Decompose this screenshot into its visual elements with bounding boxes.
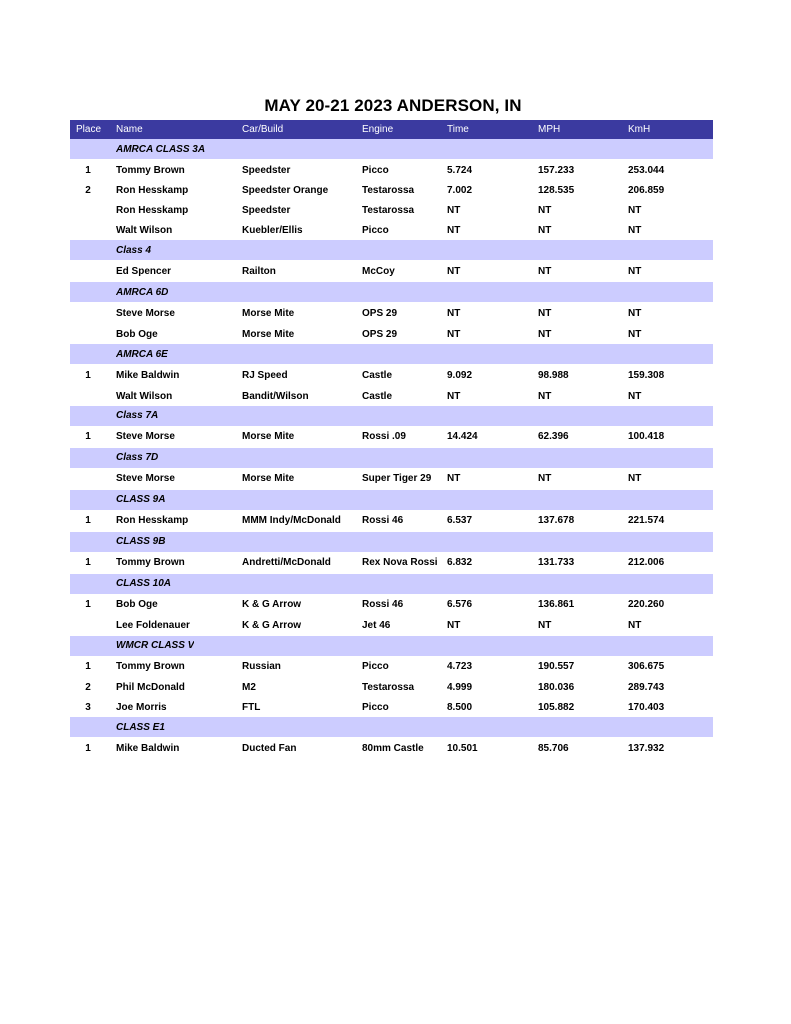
table-row <box>70 260 713 282</box>
name-cell: Tommy Brown <box>116 661 185 673</box>
time-cell: 6.832 <box>447 557 473 569</box>
table-row <box>70 159 713 181</box>
table-header <box>70 120 713 139</box>
engine-cell: 80mm Castle <box>362 742 424 754</box>
mph-cell: 105.882 <box>538 701 575 713</box>
name-cell: Tommy Brown <box>116 557 185 569</box>
class-label: Class 4 <box>116 244 152 256</box>
mph-cell: 190.557 <box>538 661 575 673</box>
car-cell: FTL <box>242 701 261 713</box>
header-car: Car/Build <box>242 124 284 135</box>
kmh-cell: 137.932 <box>628 742 665 754</box>
car-cell: Russian <box>242 661 281 673</box>
name-cell: Ron Hesskamp <box>116 185 189 197</box>
kmh-cell: NT <box>628 473 642 485</box>
mph-cell: NT <box>538 390 552 402</box>
name-cell: Mike Baldwin <box>116 742 180 754</box>
kmh-cell: 206.859 <box>628 185 665 197</box>
mph-cell: 180.036 <box>538 682 575 694</box>
name-cell: Ron Hesskamp <box>116 515 189 527</box>
kmh-cell: 170.403 <box>628 701 665 713</box>
car-cell: Speedster <box>242 164 291 176</box>
time-cell: NT <box>447 390 461 402</box>
name-cell: Steve Morse <box>116 307 175 319</box>
engine-cell: Castle <box>362 390 393 402</box>
engine-cell: OPS 29 <box>362 328 398 340</box>
place-cell: 3 <box>85 701 91 713</box>
car-cell: Speedster Orange <box>242 185 329 197</box>
kmh-cell: 306.675 <box>628 661 665 673</box>
kmh-cell: 221.574 <box>628 515 665 527</box>
place-cell: 1 <box>85 515 91 527</box>
mph-cell: NT <box>538 473 552 485</box>
kmh-cell: 220.260 <box>628 599 665 611</box>
kmh-cell: 159.308 <box>628 369 665 381</box>
class-label: CLASS E1 <box>116 721 165 733</box>
engine-cell: Picco <box>362 661 389 673</box>
name-cell: Walt Wilson <box>116 224 173 236</box>
car-cell: M2 <box>242 682 256 694</box>
class-row <box>70 490 713 510</box>
table-row <box>70 616 713 636</box>
place-cell: 1 <box>85 557 91 569</box>
table-row <box>70 656 713 678</box>
place-cell: 1 <box>85 369 91 381</box>
car-cell: Morse Mite <box>242 473 295 485</box>
table-row <box>70 594 713 616</box>
header-place: Place <box>76 124 102 135</box>
class-label: Class 7D <box>116 452 159 464</box>
car-cell: RJ Speed <box>242 369 288 381</box>
name-cell: Steve Morse <box>116 473 175 485</box>
mph-cell: 62.396 <box>538 431 569 443</box>
header-mph: MPH <box>538 124 561 135</box>
kmh-cell: NT <box>628 390 642 402</box>
engine-cell: OPS 29 <box>362 307 398 319</box>
name-cell: Mike Baldwin <box>116 369 180 381</box>
car-cell: Andretti/McDonald <box>242 557 331 569</box>
place-cell: 1 <box>85 661 91 673</box>
header-engine: Engine <box>362 124 394 135</box>
name-cell: Ron Hesskamp <box>116 205 189 217</box>
class-row <box>70 139 713 159</box>
engine-cell: Rossi 46 <box>362 599 404 611</box>
car-cell: Morse Mite <box>242 431 295 443</box>
table-row <box>70 364 713 386</box>
class-label: AMRCA 6D <box>116 286 169 298</box>
class-row <box>70 448 713 468</box>
mph-cell: 131.733 <box>538 557 575 569</box>
name-cell: Bob Oge <box>116 328 158 340</box>
table-row <box>70 181 713 201</box>
kmh-cell: 289.743 <box>628 682 665 694</box>
table-row <box>70 302 713 324</box>
time-cell: 5.724 <box>447 164 473 176</box>
mph-cell: NT <box>538 265 552 277</box>
name-cell: Ed Spencer <box>116 265 172 277</box>
engine-cell: Jet 46 <box>362 620 391 632</box>
kmh-cell: 100.418 <box>628 431 665 443</box>
car-cell: Railton <box>242 265 276 277</box>
mph-cell: NT <box>538 620 552 632</box>
time-cell: 10.501 <box>447 742 478 754</box>
table-row <box>70 698 713 718</box>
table-row <box>70 468 713 490</box>
class-label: CLASS 9B <box>116 536 166 548</box>
engine-cell: Testarossa <box>362 205 415 217</box>
time-cell: NT <box>447 205 461 217</box>
kmh-cell: NT <box>628 328 642 340</box>
table-row <box>70 426 713 448</box>
engine-cell: Testarossa <box>362 682 415 694</box>
mph-cell: 98.988 <box>538 369 569 381</box>
kmh-cell: NT <box>628 224 642 236</box>
mph-cell: 128.535 <box>538 185 575 197</box>
kmh-cell: NT <box>628 620 642 632</box>
header-time: Time <box>447 124 469 135</box>
time-cell: 7.002 <box>447 185 473 197</box>
table-row <box>70 737 713 759</box>
engine-cell: Rex Nova Rossi <box>362 557 438 569</box>
car-cell: Morse Mite <box>242 307 295 319</box>
class-row <box>70 636 713 656</box>
mph-cell: 137.678 <box>538 515 575 527</box>
time-cell: NT <box>447 265 461 277</box>
kmh-cell: NT <box>628 265 642 277</box>
name-cell: Walt Wilson <box>116 390 173 402</box>
time-cell: 4.723 <box>447 661 473 673</box>
name-cell: Bob Oge <box>116 599 158 611</box>
mph-cell: NT <box>538 328 552 340</box>
place-cell: 2 <box>85 185 91 197</box>
table-row <box>70 201 713 221</box>
page-title: MAY 20-21 2023 ANDERSON, IN <box>264 96 522 115</box>
time-cell: NT <box>447 328 461 340</box>
engine-cell: Picco <box>362 164 389 176</box>
class-label: WMCR CLASS V <box>116 640 195 652</box>
time-cell: NT <box>447 620 461 632</box>
mph-cell: NT <box>538 307 552 319</box>
class-row <box>70 406 713 426</box>
mph-cell: 157.233 <box>538 164 575 176</box>
car-cell: Bandit/Wilson <box>242 390 309 402</box>
kmh-cell: 212.006 <box>628 557 665 569</box>
car-cell: K & G Arrow <box>242 620 302 632</box>
car-cell: Morse Mite <box>242 328 295 340</box>
time-cell: NT <box>447 307 461 319</box>
place-cell: 1 <box>85 164 91 176</box>
kmh-cell: 253.044 <box>628 164 665 176</box>
class-label: Class 7A <box>116 410 159 422</box>
name-cell: Steve Morse <box>116 431 175 443</box>
class-row <box>70 240 713 260</box>
name-cell: Tommy Brown <box>116 164 185 176</box>
engine-cell: Rossi 46 <box>362 515 404 527</box>
class-row <box>70 574 713 594</box>
car-cell: K & G Arrow <box>242 599 302 611</box>
time-cell: 9.092 <box>447 369 473 381</box>
kmh-cell: NT <box>628 307 642 319</box>
car-cell: MMM Indy/McDonald <box>242 515 341 527</box>
table-row <box>70 678 713 698</box>
results-table <box>70 120 713 759</box>
time-cell: 8.500 <box>447 701 473 713</box>
time-cell: 4.999 <box>447 682 473 694</box>
table-row <box>70 324 713 344</box>
class-row <box>70 532 713 552</box>
mph-cell: NT <box>538 224 552 236</box>
table-row <box>70 386 713 406</box>
engine-cell: McCoy <box>362 265 395 277</box>
class-row <box>70 282 713 302</box>
mph-cell: 136.861 <box>538 599 575 611</box>
place-cell: 1 <box>85 431 91 443</box>
kmh-cell: NT <box>628 205 642 217</box>
place-cell: 2 <box>85 682 91 694</box>
mph-cell: 85.706 <box>538 742 569 754</box>
class-row <box>70 344 713 364</box>
time-cell: NT <box>447 473 461 485</box>
class-row <box>70 717 713 737</box>
table-row <box>70 510 713 532</box>
time-cell: NT <box>447 224 461 236</box>
class-label: CLASS 9A <box>116 494 166 506</box>
name-cell: Joe Morris <box>116 701 167 713</box>
place-cell: 1 <box>85 742 91 754</box>
engine-cell: Castle <box>362 369 393 381</box>
car-cell: Kuebler/Ellis <box>242 224 303 236</box>
car-cell: Speedster <box>242 205 291 217</box>
place-cell: 1 <box>85 599 91 611</box>
car-cell: Ducted Fan <box>242 742 297 754</box>
class-label: AMRCA 6E <box>116 348 168 360</box>
table-row <box>70 552 713 574</box>
header-kmh: KmH <box>628 124 651 135</box>
name-cell: Lee Foldenauer <box>116 620 190 632</box>
time-cell: 6.576 <box>447 599 473 611</box>
engine-cell: Picco <box>362 701 389 713</box>
engine-cell: Picco <box>362 224 389 236</box>
class-label: CLASS 10A <box>116 578 172 590</box>
table-row <box>70 221 713 241</box>
name-cell: Phil McDonald <box>116 682 185 694</box>
class-label: AMRCA CLASS 3A <box>116 143 206 155</box>
table-body <box>70 139 713 759</box>
header-name: Name <box>116 124 143 135</box>
time-cell: 14.424 <box>447 431 478 443</box>
engine-cell: Testarossa <box>362 185 415 197</box>
time-cell: 6.537 <box>447 515 473 527</box>
mph-cell: NT <box>538 205 552 217</box>
engine-cell: Super Tiger 29 <box>362 473 432 485</box>
engine-cell: Rossi .09 <box>362 431 406 443</box>
